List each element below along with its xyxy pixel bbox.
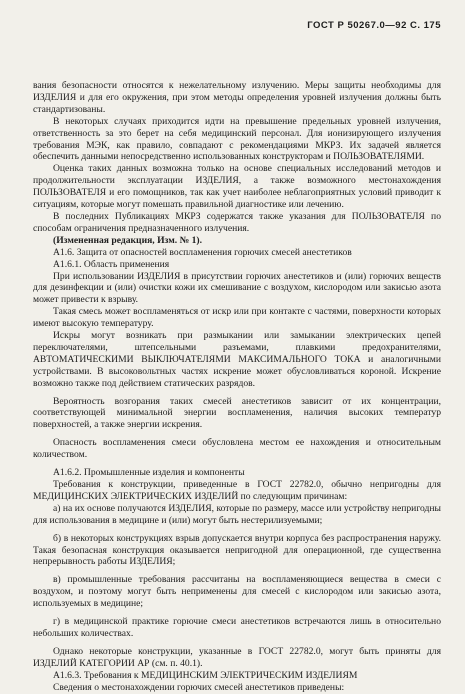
section-a1-6-3-heading: А1.6.3. Требования к МЕДИЦИНСКИМ ЭЛЕКТРИЧЕСКИМ ИЗДЕЛИЯМ [53,669,358,681]
section-a1-6-1-heading: А1.6.1. Область применения [53,258,170,270]
list-item-g: г) в медицинской практике горючие смеси анестетиков встречаются лишь в относительно небольших количествах. [33,616,441,639]
paragraph-14: Требования к конструкции, приведенные в ГОСТ 22782.0, обычно непригодны для МЕДИЦИНСКИХ ЭЛЕКТРИЧЕСКИХ ИЗДЕЛИЙ по следующим причинам: [33,479,441,502]
list-item-b: б) в некоторых конструкциях взрыв допускается внутри корпуса без распространения наружу. Такая безопасная конструкция оказывается непригодной для операционной, где существенна непрерывность работы ИЗДЕЛИЯ; [33,532,441,568]
document-body [33,80,441,694]
list-item-a: а) на их основе получаются ИЗДЕЛИЯ, которые по размеру, массе или устройству непригодны для использования в медицине и (или) могут быть нестерилизуемыми; [33,502,441,526]
paragraph-11: Вероятность возгорания таких смесей анестетиков зависит от их концентрации, соответствующей минимальной энергии воспламенения, наличия высоких температур поверхностей, а также энергии искрения. [33,395,441,431]
paragraph-10: Искры могут возникать при размыкании или замыкании электрических цепей переключателями, штепсельными разъемами, плавкими предохранителями, АВТОМАТИЧЕСКИМИ ВЫКЛЮЧАТЕЛЯМИ МАКСИМАЛЬНОГО ТОКА и аналогичными устройствами. В высоковольтных частях искрение может обусловливаться короной. Искрение возможно также под действием статических разрядов. [33,330,441,389]
section-a1-6-heading: А1.6. Защита от опасностей воспламенения горючих смесей анестетиков [53,246,352,258]
paragraph-8: При использовании ИЗДЕЛИЯ в присутствии горючих анестетиков и (или) горючих веществ для дезинфекции и (или) очистки кожи их смешивание с воздухом, кислородом или закисью азота может привести к взрыву. [33,270,441,306]
paragraph-19: Однако некоторые конструкции, указанные в ГОСТ 22782.0, могут быть приняты для ИЗДЕЛИЙ КАТЕГОРИИ АР (см. п. 40.1). [33,645,441,669]
section-a1-6-2-heading: А1.6.2. Промышленные изделия и компоненты [53,467,245,479]
paragraph-1: вания безопасности относятся к нежелательному излучению. Меры защиты необходимы для ИЗДЕЛИЯ и для его окружения, при этом методы определения уровней излучения должны быть стандартизованы. [33,80,441,115]
paragraph-4: В последних Публикациях МКРЗ содержатся также указания для ПОЛЬЗОВАТЕЛЯ по способам ограничения предназначенного излучения. [33,210,441,234]
list-item-v: в) промышленные требования рассчитаны на воспламеняющиеся вещества в смеси с воздухом, и поэтому могут быть неприменены для смесей с кислородом или закисью азота, используемых в медицине; [33,574,441,610]
paragraph-3: Оценка таких данных возможна только на основе специальных исследований методов и продолжительности эксплуатации ИЗДЕЛИЯ, а также возможного местонахождения ПОЛЬЗОВАТЕЛЯ и его помощников, так как учет наиболее неблагоприятных условий приводит к ситуациям, которые могут помешать правильной диагностике или лечению. [33,163,441,211]
paragraph-9: Такая смесь может воспламеняться от искр или при контакте с частями, поверхности которых имеют высокую температуру. [33,306,441,330]
page-header: ГОСТ Р 50267.0—92 С. 175 [307,20,441,31]
paragraph-2: В некоторых случаях приходится идти на превышение предельных уровней излучения, ответственность за это берет на себя медицинский персонал. Для ионизирующего излучения требования МЭК, как правило, совпадают с рекомендациями МКРЗ. Их задачей является обеспечить данными непосредственно использованных конструкторам и ПОЛЬЗОВАТЕЛЯМИ. [33,115,441,163]
paragraph-12: Опасность воспламенения смеси обусловлена местом ее нахождения и относительным количеством. [33,437,441,461]
amendment-note: (Измененная редакция, Изм. № 1). [53,234,203,246]
paragraph-21: Сведения о местонахождении горючих смесей анестетиков приведены: [53,681,345,693]
